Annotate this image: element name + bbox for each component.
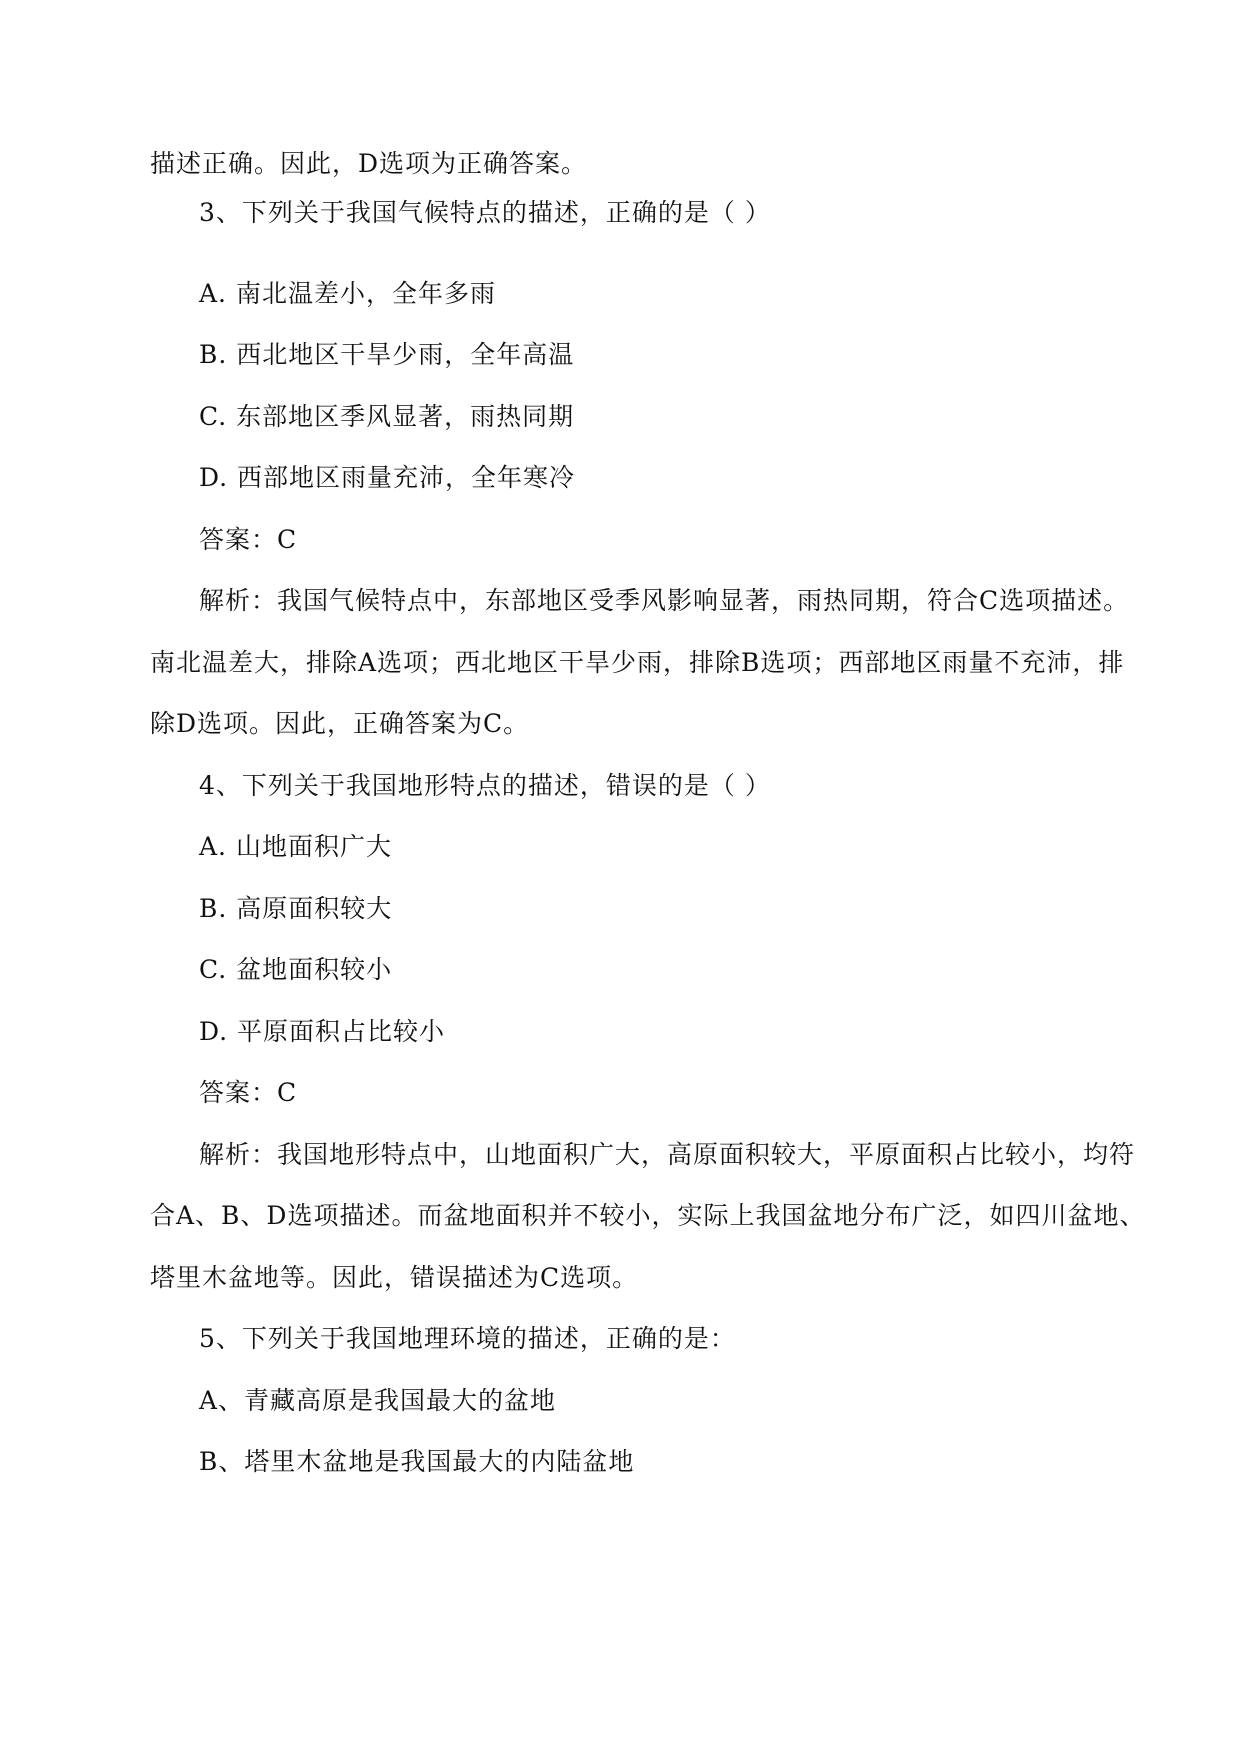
question-4-stem: 4、下列关于我国地形特点的描述，错误的是（ ） bbox=[199, 771, 771, 800]
question-3-explanation-line-2: 南北温差大，排除A选项；西北地区干旱少雨，排除B选项；西部地区雨量不充沛，排 bbox=[150, 648, 1125, 677]
question-3-option-b: B. 西北地区干旱少雨，全年高温 bbox=[199, 340, 575, 369]
question-3-explanation-line-1: 解析：我国气候特点中，东部地区受季风影响显著，雨热同期，符合C选项描述。 bbox=[199, 586, 1130, 615]
question-4-option-d: D. 平原面积占比较小 bbox=[199, 1017, 446, 1046]
question-4-explanation-line-2: 合A、B、D选项描述。而盆地面积并不较小，实际上我国盆地分布广泛，如四川盆地、 bbox=[150, 1201, 1146, 1230]
question-3-answer: 答案：C bbox=[199, 525, 298, 554]
question-4-option-a: A. 山地面积广大 bbox=[199, 832, 392, 861]
question-4-explanation-line-3: 塔里木盆地等。因此，错误描述为C选项。 bbox=[150, 1263, 639, 1292]
question-4-option-b: B. 高原面积较大 bbox=[199, 894, 393, 923]
question-3-explanation-line-3: 除D选项。因此，正确答案为C。 bbox=[150, 709, 530, 738]
question-5-stem: 5、下列关于我国地理环境的描述，正确的是： bbox=[199, 1324, 736, 1353]
question-4-explanation-line-1: 解析：我国地形特点中，山地面积广大，高原面积较大，平原面积占比较小，均符 bbox=[199, 1140, 1136, 1169]
question-5-option-a: A、青藏高原是我国最大的盆地 bbox=[199, 1386, 557, 1415]
previous-explanation-end: 描述正确。因此，D选项为正确答案。 bbox=[150, 149, 588, 178]
question-3-option-c: C. 东部地区季风显著，雨热同期 bbox=[199, 402, 575, 431]
question-3-option-d: D. 西部地区雨量充沛，全年寒冷 bbox=[199, 463, 576, 492]
question-5-option-b: B、塔里木盆地是我国最大的内陆盆地 bbox=[199, 1447, 635, 1476]
question-3-option-a: A. 南北温差小，全年多雨 bbox=[199, 279, 496, 308]
question-3-stem: 3、下列关于我国气候特点的描述，正确的是（ ） bbox=[199, 198, 771, 227]
question-4-answer: 答案：C bbox=[199, 1078, 298, 1107]
question-4-option-c: C. 盆地面积较小 bbox=[199, 955, 393, 984]
